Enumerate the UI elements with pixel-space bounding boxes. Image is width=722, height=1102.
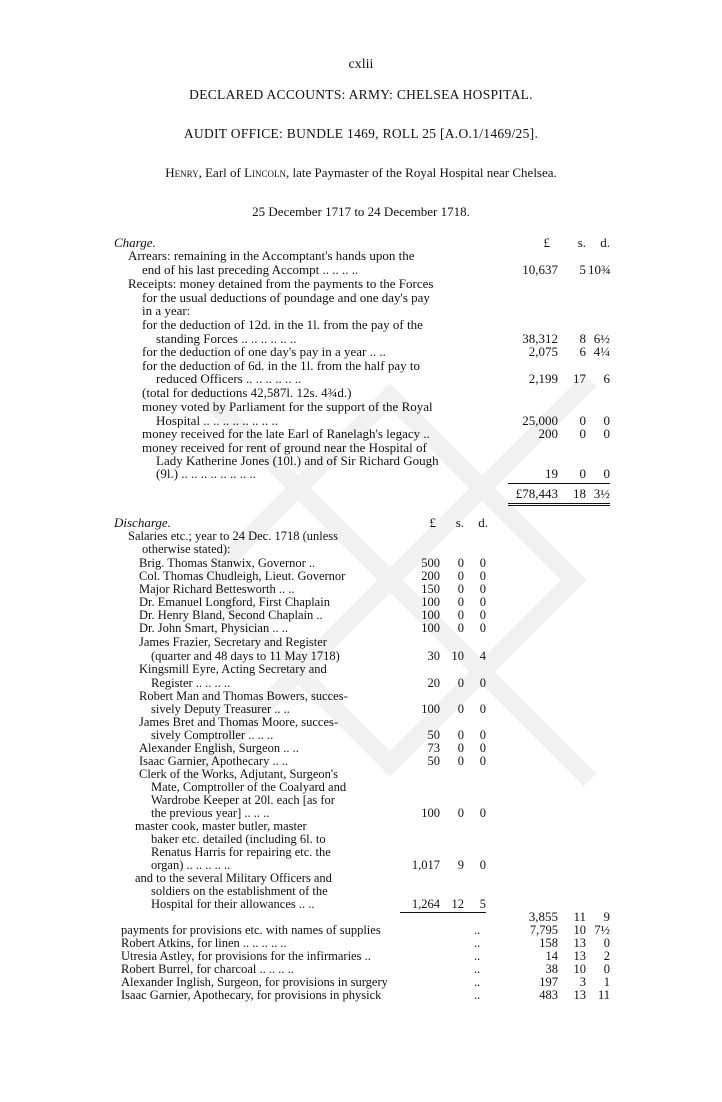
discharge-amount-pence: 0 (479, 728, 486, 742)
charge-amount-shillings: 8 (579, 331, 586, 346)
discharge-amount-shillings: 0 (457, 608, 464, 622)
discharge-line-text: Wardrobe Keeper at 20l. each [as for (151, 793, 335, 807)
discharge-line-text: baker etc. detailed (including 6l. to (151, 832, 326, 846)
discharge-line-text: Kingsmill Eyre, Acting Secretary and (139, 662, 327, 676)
charge-amount-pounds: 25,000 (522, 413, 558, 428)
discharge-amount-shillings: 0 (457, 741, 464, 755)
payment-amount-pence: 7½ (594, 923, 610, 937)
discharge-amount-pence: 0 (479, 556, 486, 570)
charge-line-text: (9l.) .. .. .. .. .. .. .. .. (156, 466, 257, 481)
discharge-line-text: James Bret and Thomas Moore, succes- (139, 715, 339, 729)
charge-line-text: money received for rent of ground near the Hospital of (142, 440, 427, 455)
discharge-amount-pounds: 50 (427, 728, 440, 742)
discharge-amount-pounds: 1,017 (411, 858, 440, 872)
discharge-line-text: Isaac Garnier, Apothecary .. .. (139, 754, 289, 768)
payment-amount-shillings: 10 (573, 962, 586, 976)
charge-double-rule (508, 503, 610, 506)
discharge-amount-pounds: 100 (421, 621, 440, 635)
discharge-amount-shillings: 0 (457, 806, 464, 820)
discharge-amount-pounds: 100 (421, 595, 440, 609)
discharge-line-text: sively Deputy Treasurer .. .. (151, 702, 290, 716)
person-title: Lincoln (244, 165, 287, 180)
discharge-amount-shillings: 0 (457, 569, 464, 583)
discharge-amount-pounds: 20 (427, 676, 440, 690)
discharge-amount-pounds: 150 (421, 582, 440, 596)
discharge-line-text: Dr. Henry Bland, Second Chaplain .. (139, 608, 323, 622)
discharge-line-text: Clerk of the Works, Adjutant, Surgeon's (139, 767, 339, 781)
discharge-amount-pounds: 200 (421, 569, 440, 583)
payment-amount-pence: 2 (603, 949, 610, 963)
discharge-line-text: organ) .. .. .. .. .. (151, 858, 231, 872)
payment-leader-dots: .. (474, 962, 481, 976)
payment-amount-shillings: 3 (579, 975, 586, 989)
payment-leader-dots: .. (474, 923, 481, 937)
discharge-amount-shillings: 9 (457, 858, 464, 872)
discharge-amount-pounds: 100 (421, 702, 440, 716)
charge-amount-pounds: 10,637 (522, 262, 558, 277)
person-name: Henry (165, 165, 199, 180)
payment-line-text: Robert Burrel, for charcoal .. .. .. .. (121, 962, 294, 976)
charge-line-text: for the deduction of one day's pay in a year .. .. (142, 344, 386, 359)
discharge-amount-pounds: 100 (421, 608, 440, 622)
charge-amount-pence: 0 (603, 466, 610, 481)
discharge-col-pounds: £ (429, 515, 436, 530)
discharge-line-text: the previous year] .. .. .. (151, 806, 270, 820)
charge-line-text: reduced Officers .. .. .. .. .. .. (156, 371, 302, 386)
payment-line-text: Alexander Inglish, Surgeon, for provisions in surgery (121, 975, 388, 989)
charge-col-pence: d. (600, 235, 610, 250)
charge-title: Charge. (114, 235, 156, 250)
charge-line-text: money voted by Parliament for the support of the Royal (142, 399, 433, 414)
discharge-line-text: Dr. John Smart, Physician .. .. (139, 621, 288, 635)
discharge-amount-pence: 0 (479, 582, 486, 596)
discharge-amount-shillings: 10 (451, 649, 464, 663)
discharge-amount-pounds: 100 (421, 806, 440, 820)
discharge-line-text: Robert Man and Thomas Bowers, succes- (139, 689, 348, 703)
discharge-line-text: Col. Thomas Chudleigh, Lieut. Governor (139, 569, 346, 583)
payment-amount-pounds: 38 (545, 962, 558, 976)
payment-amount-pence: 0 (603, 962, 610, 976)
payment-amount-pence: 1 (603, 975, 610, 989)
charge-amount-pounds: 19 (545, 466, 558, 481)
discharge-line-text: Hospital for their allowances .. .. (151, 897, 315, 911)
person-text-1: , Earl of (198, 165, 245, 180)
discharge-amount-pence: 0 (479, 676, 486, 690)
discharge-amount-shillings: 0 (457, 676, 464, 690)
charge-amount-shillings: 0 (579, 426, 586, 441)
discharge-amount-shillings: 0 (457, 754, 464, 768)
charge-total-pounds: £78,443 (515, 486, 558, 501)
payment-amount-pounds: 197 (539, 975, 558, 989)
discharge-amount-shillings: 0 (457, 702, 464, 716)
discharge-amount-pence: 0 (479, 806, 486, 820)
discharge-amount-pence: 0 (479, 621, 486, 635)
discharge-amount-pence: 0 (479, 741, 486, 755)
discharge-amount-pence: 0 (479, 858, 486, 872)
discharge-line-text: Brig. Thomas Stanwix, Governor .. (139, 556, 316, 570)
discharge-amount-shillings: 0 (457, 728, 464, 742)
charge-line-text: Receipts: money detained from the payments to the Forces (128, 276, 434, 291)
discharge-line-text: Dr. Emanuel Longford, First Chaplain (139, 595, 330, 609)
charge-line-text: Arrears: remaining in the Accomptant's hands upon the (128, 248, 415, 263)
discharge-amount-pence: 0 (479, 702, 486, 716)
payment-leader-dots: .. (474, 936, 481, 950)
discharge-amount-pence: 0 (479, 569, 486, 583)
payment-amount-shillings: 13 (573, 988, 586, 1002)
charge-amount-pence: 0 (603, 413, 610, 428)
charge-amount-pence: 6½ (593, 331, 610, 346)
discharge-amount-pounds: 73 (427, 741, 440, 755)
charge-rule (508, 483, 610, 484)
discharge-line-text: otherwise stated): (142, 542, 231, 556)
charge-amount-pence: 6 (603, 371, 610, 386)
discharge-subtotal-pounds: 3,855 (528, 909, 558, 924)
discharge-line-text: Alexander English, Surgeon .. .. (139, 741, 299, 755)
charge-line-text: in a year: (142, 303, 191, 318)
charge-col-pounds: £ (543, 235, 550, 250)
payment-amount-pence: 11 (597, 988, 610, 1002)
discharge-line-text: Major Richard Bettesworth .. .. (139, 582, 295, 596)
charge-line-text: standing Forces .. .. .. .. .. .. (156, 331, 297, 346)
charge-line-text: Hospital .. .. .. .. .. .. .. .. (156, 413, 279, 428)
discharge-line-text: Renatus Harris for repairing etc. the (151, 845, 331, 859)
payment-amount-shillings: 13 (573, 949, 586, 963)
discharge-amount-pence: 4 (479, 649, 486, 663)
charge-amount-shillings: 5 (579, 262, 586, 277)
discharge-title: Discharge. (114, 515, 171, 530)
payment-leader-dots: .. (474, 975, 481, 989)
discharge-amount-shillings: 0 (457, 582, 464, 596)
payment-amount-pence: 0 (603, 936, 610, 950)
discharge-amount-pounds: 50 (427, 754, 440, 768)
charge-amount-pence: 0 (603, 426, 610, 441)
payment-amount-pounds: 483 (539, 988, 558, 1002)
discharge-amount-pence: 0 (479, 754, 486, 768)
payment-leader-dots: .. (474, 949, 481, 963)
discharge-line-text: and to the several Military Officers and (135, 871, 332, 885)
discharge-amount-shillings: 0 (457, 595, 464, 609)
discharge-line-text: soldiers on the establishment of the (151, 884, 328, 898)
discharge-line-text: sively Comptroller .. .. .. (151, 728, 274, 742)
discharge-amount-pence: 0 (479, 595, 486, 609)
payment-amount-pounds: 158 (539, 936, 558, 950)
payment-amount-pounds: 7,795 (529, 923, 558, 937)
payment-amount-pounds: 14 (545, 949, 558, 963)
charge-total-shillings: 18 (573, 486, 586, 501)
charge-line-text: for the deduction of 12d. in the 1l. from the pay of the (142, 317, 423, 332)
charge-amount-pence: 4¼ (593, 344, 610, 359)
payment-line-text: Isaac Garnier, Apothecary, for provisions in physick (121, 988, 382, 1002)
discharge-amount-pence: 5 (479, 897, 486, 911)
charge-line-text: for the deduction of 6d. in the 1l. from the half pay to (142, 358, 420, 373)
discharge-amount-shillings: 0 (457, 621, 464, 635)
discharge-col-shillings: s. (455, 515, 464, 530)
discharge-subtotal-shillings: 11 (573, 909, 586, 924)
payment-amount-shillings: 10 (573, 923, 586, 937)
date-range: 25 December 1717 to 24 December 1718. (252, 204, 470, 219)
charge-amount-shillings: 6 (579, 344, 586, 359)
charge-col-shillings: s. (577, 235, 586, 250)
discharge-amount-pounds: 30 (427, 649, 440, 663)
discharge-subtotal-pence: 9 (603, 909, 610, 924)
discharge-amount-pence: 0 (479, 608, 486, 622)
discharge-amount-pounds: 500 (421, 556, 440, 570)
payment-line-text: Utresia Astley, for provisions for the infirmaries .. (121, 949, 371, 963)
charge-amount-pounds: 38,312 (522, 331, 558, 346)
charge-line-text: (total for deductions 42,587l. 12s. 4¾d.) (142, 385, 352, 400)
discharge-amount-pounds: 1,264 (411, 897, 440, 911)
charge-amount-pounds: 2,199 (528, 371, 558, 386)
charge-line-text: Lady Katherine Jones (10l.) and of Sir Richard Gough (156, 453, 439, 468)
discharge-amount-shillings: 12 (451, 897, 464, 911)
charge-amount-shillings: 0 (579, 466, 586, 481)
discharge-line-text: Salaries etc.; year to 24 Dec. 1718 (unless (128, 529, 339, 543)
page-number: cxlii (348, 57, 374, 72)
discharge-amount-shillings: 0 (457, 556, 464, 570)
charge-amount-shillings: 17 (573, 371, 586, 386)
payment-line-text: payments for provisions etc. with names of supplies (121, 923, 381, 937)
charge-line-text: for the usual deductions of poundage and one day's pay (142, 290, 430, 305)
discharge-line-text: master cook, master butler, master (135, 819, 307, 833)
discharge-line-text: Register .. .. .. .. (151, 676, 231, 690)
discharge-rule (400, 912, 486, 913)
charge-line-text: end of his last preceding Accompt .. .. .. .. (142, 262, 359, 277)
payment-amount-shillings: 13 (573, 936, 586, 950)
charge-amount-pounds: 2,075 (528, 344, 558, 359)
discharge-line-text: (quarter and 48 days to 11 May 1718) (151, 649, 340, 663)
person-text-2: , late Paymaster of the Royal Hospital near Chelsea. (286, 165, 557, 180)
charge-amount-shillings: 0 (579, 413, 586, 428)
charge-amount-pounds: 200 (538, 426, 558, 441)
discharge-line-text: Mate, Comptroller of the Coalyard and (151, 780, 347, 794)
discharge-col-pence: d. (478, 515, 488, 530)
person-line (0, 165, 722, 181)
discharge-line-text: James Frazier, Secretary and Register (139, 635, 327, 649)
payment-line-text: Robert Atkins, for linen .. .. .. .. .. (121, 936, 287, 950)
charge-amount-pence: 10¾ (588, 262, 611, 277)
page-heading: DECLARED ACCOUNTS: ARMY: CHELSEA HOSPITAL. (189, 87, 533, 102)
payment-leader-dots: .. (474, 988, 481, 1002)
charge-line-text: money received for the late Earl of Ranelagh's legacy .. (142, 426, 430, 441)
charge-total-pence: 3½ (593, 486, 610, 501)
sub-heading: AUDIT OFFICE: BUNDLE 1469, ROLL 25 [A.O.1/1469/25]. (183, 126, 539, 141)
